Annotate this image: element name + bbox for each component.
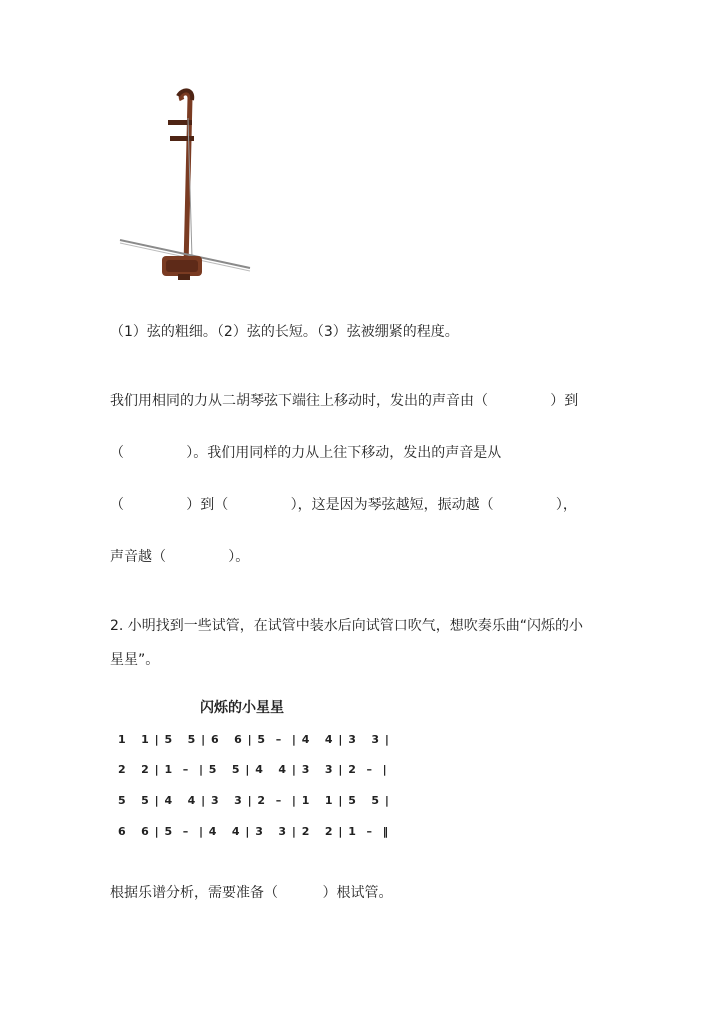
score-title: 闪烁的小星星	[200, 700, 284, 716]
q1-line-1: 我们用相同的力从二胡琴弦下端往上移动时，发出的声音由（ ）到	[110, 393, 579, 409]
q1-line-3: （ ）到（ ），这是因为琴弦越短，振动越（ ），	[110, 497, 577, 513]
q2-line-1: 2. 小明找到一些试管，在试管中装水后向试管口吹气，想吹奏乐曲“闪烁的小	[110, 618, 584, 634]
q1-line-4: 声音越（ ）。	[110, 549, 250, 565]
q1-options: （1）弦的粗细。（2）弦的长短。（3）弦被绷紧的程度。	[110, 324, 459, 340]
score-row-4: 6 6 | 5 – | 4 4 | 3 3 | 2 2 | 1 – ‖	[118, 825, 390, 838]
q1-line-2: （ ）。我们用同样的力从上往下移动，发出的声音是从	[110, 445, 502, 461]
erhu-image	[112, 88, 262, 284]
score-row-3: 5 5 | 4 4 | 3 3 | 2 – | 1 1 | 5 5 |	[118, 794, 390, 807]
score-row-2: 2 2 | 1 – | 5 5 | 4 4 | 3 3 | 2 – |	[118, 763, 388, 776]
score-row-1: 1 1 | 5 5 | 6 6 | 5 – | 4 4 | 3 3 |	[118, 733, 390, 746]
q2-line-2: 星星”。	[110, 652, 160, 668]
q2-question: 根据乐谱分析，需要准备（ ）根试管。	[110, 885, 393, 901]
